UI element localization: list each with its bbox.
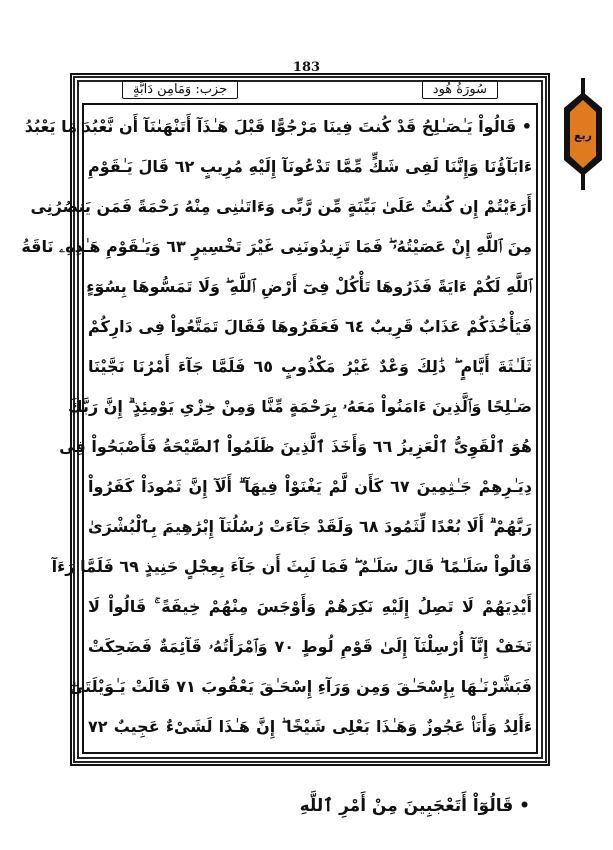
page-number: 183 [292, 60, 321, 75]
text-line: رَبَّهُمْ ۗ أَلَا بُعْدًا لِّثَمُودَ ٦٨ وَلَقَدْ جَآءَتْ رُسُلُنَآ إِبْرَٰهِيمَ بِٱلْبُشْرَىٰ [88, 517, 532, 536]
text-line: • قَالُواْ يَـٰصَـٰلِحُ قَدْ كُنتَ فِينَا مَرْجُوًّا قَبْلَ هَـٰذَآ أَتَنْهَىٰنَآ أَن نَّعْبُدَ مَا يَعْبُدُ [24, 117, 532, 136]
text-line: ءَابَآؤُنَا وَإِنَّنَا لَفِى شَكٍّ مِّمَّا تَدْعُونَآ إِلَيْهِ مُرِيبٍ ٦٢ قَالَ يَـٰقَوْمِ [88, 157, 532, 176]
text-line: فَيَأْخُذَكُمْ عَذَابٌ قَرِيبٌ ٦٤ فَعَقَرُوهَا فَقَالَ تَمَتَّعُواْ فِى دَارِكُمْ [88, 317, 532, 336]
footer-text: • قَالُوٓاْ أَتَعْجَبِينَ مِنْ أَمْرِ ٱللَّهِ [299, 796, 530, 816]
text-line: تَخَفْ إِنَّآ أُرْسِلْنَآ إِلَىٰ قَوْمِ لُوطٍ ٧٠ وَٱمْرَأَتُهُۥ قَآئِمَةٌ فَضَحِكَتْ [88, 637, 532, 656]
surah-label: سُورَةُ هُود [422, 80, 498, 99]
text-line: ٱللَّهِ لَكُمْ ءَايَةً فَذَرُوهَا تَأْكُلْ فِىٓ أَرْضِ ٱللَّهِ ۖ وَلَا تَمَسُّوهَا بِسُوٓءٍ [86, 277, 532, 296]
text-line: مِنَ ٱللَّهِ إِنْ عَصَيْتُهُۥ ۖ فَمَا تَزِيدُونَنِى غَيْرَ تَخْسِيرٍ ٦٣ وَيَـٰقَوْمِ هَـٰذِهِۦ نَاقَةُ [21, 237, 532, 256]
text-line: أَيْدِيَهُمْ لَا تَصِلُ إِلَيْهِ نَكِرَهُمْ وَأَوْجَسَ مِنْهُمْ خِيفَةً ۚ قَالُواْ لَا [88, 597, 532, 616]
text-block [21, 107, 533, 747]
text-line: أَرَءَيْتُمْ إِن كُنتُ عَلَىٰ بَيِّنَةٍ مِّن رَّبِّى وَءَاتَىٰنِى مِنْهُ رَحْمَةً فَمَن يَنصُرُنِى [30, 197, 532, 216]
text-line: فَبَشَّرْنَـٰهَا بِإِسْحَـٰقَ وَمِن وَرَآءِ إِسْحَـٰقَ يَعْقُوبَ ٧١ قَالَتْ يَـٰوَيْلَتَىٰٓ [68, 677, 532, 696]
text-line: دِيَـٰرِهِمْ جَـٰثِمِينَ ٦٧ كَأَن لَّمْ يَغْنَوْاْ فِيهَآ ۗ أَلَآ إِنَّ ثَمُودَاْ كَفَرُواْ [88, 477, 533, 496]
header-row [122, 77, 498, 101]
rub-marker-icon [560, 78, 606, 190]
text-line: ءَأَلِدُ وَأَنَا۠ عَجُوزٌ وَهَـٰذَا بَعْلِى شَيْخًا ۖ إِنَّ هَـٰذَا لَشَىْءٌ عَجِيبٌ ٧٢ [88, 717, 532, 736]
text-line: ثَلَـٰثَةَ أَيَّامٍ ۖ ذَٰلِكَ وَعْدٌ غَيْرُ مَكْذُوبٍ ٦٥ فَلَمَّا جَآءَ أَمْرُنَا نَجَّيْنَا [88, 357, 532, 376]
text-line: صَـٰلِحًا وَٱلَّذِينَ ءَامَنُواْ مَعَهُۥ بِرَحْمَةٍ مِّنَّا وَمِنْ خِزْىِ يَوْمِئِذٍ ۗ إِنَّ رَبَّكَ [68, 397, 532, 416]
juz-label: جزب: وَمَامِن دَآبَّةٍ [122, 80, 238, 99]
text-line: قَالُواْ سَلَـٰمًا ۖ قَالَ سَلَـٰمٌ ۖ فَمَا لَبِثَ أَن جَآءَ بِعِجْلٍ حَنِيذٍ ٦٩ فَلَمَّا رَءَآ [51, 557, 532, 576]
text-line: هُوَ ٱلْقَوِىُّ ٱلْعَزِيزُ ٦٦ وَأَخَذَ ٱلَّذِينَ ظَلَمُواْ ٱلصَّيْحَةُ فَأَصْبَحُواْ فِى [59, 437, 532, 456]
rub-marker-label: ربع [574, 129, 592, 142]
